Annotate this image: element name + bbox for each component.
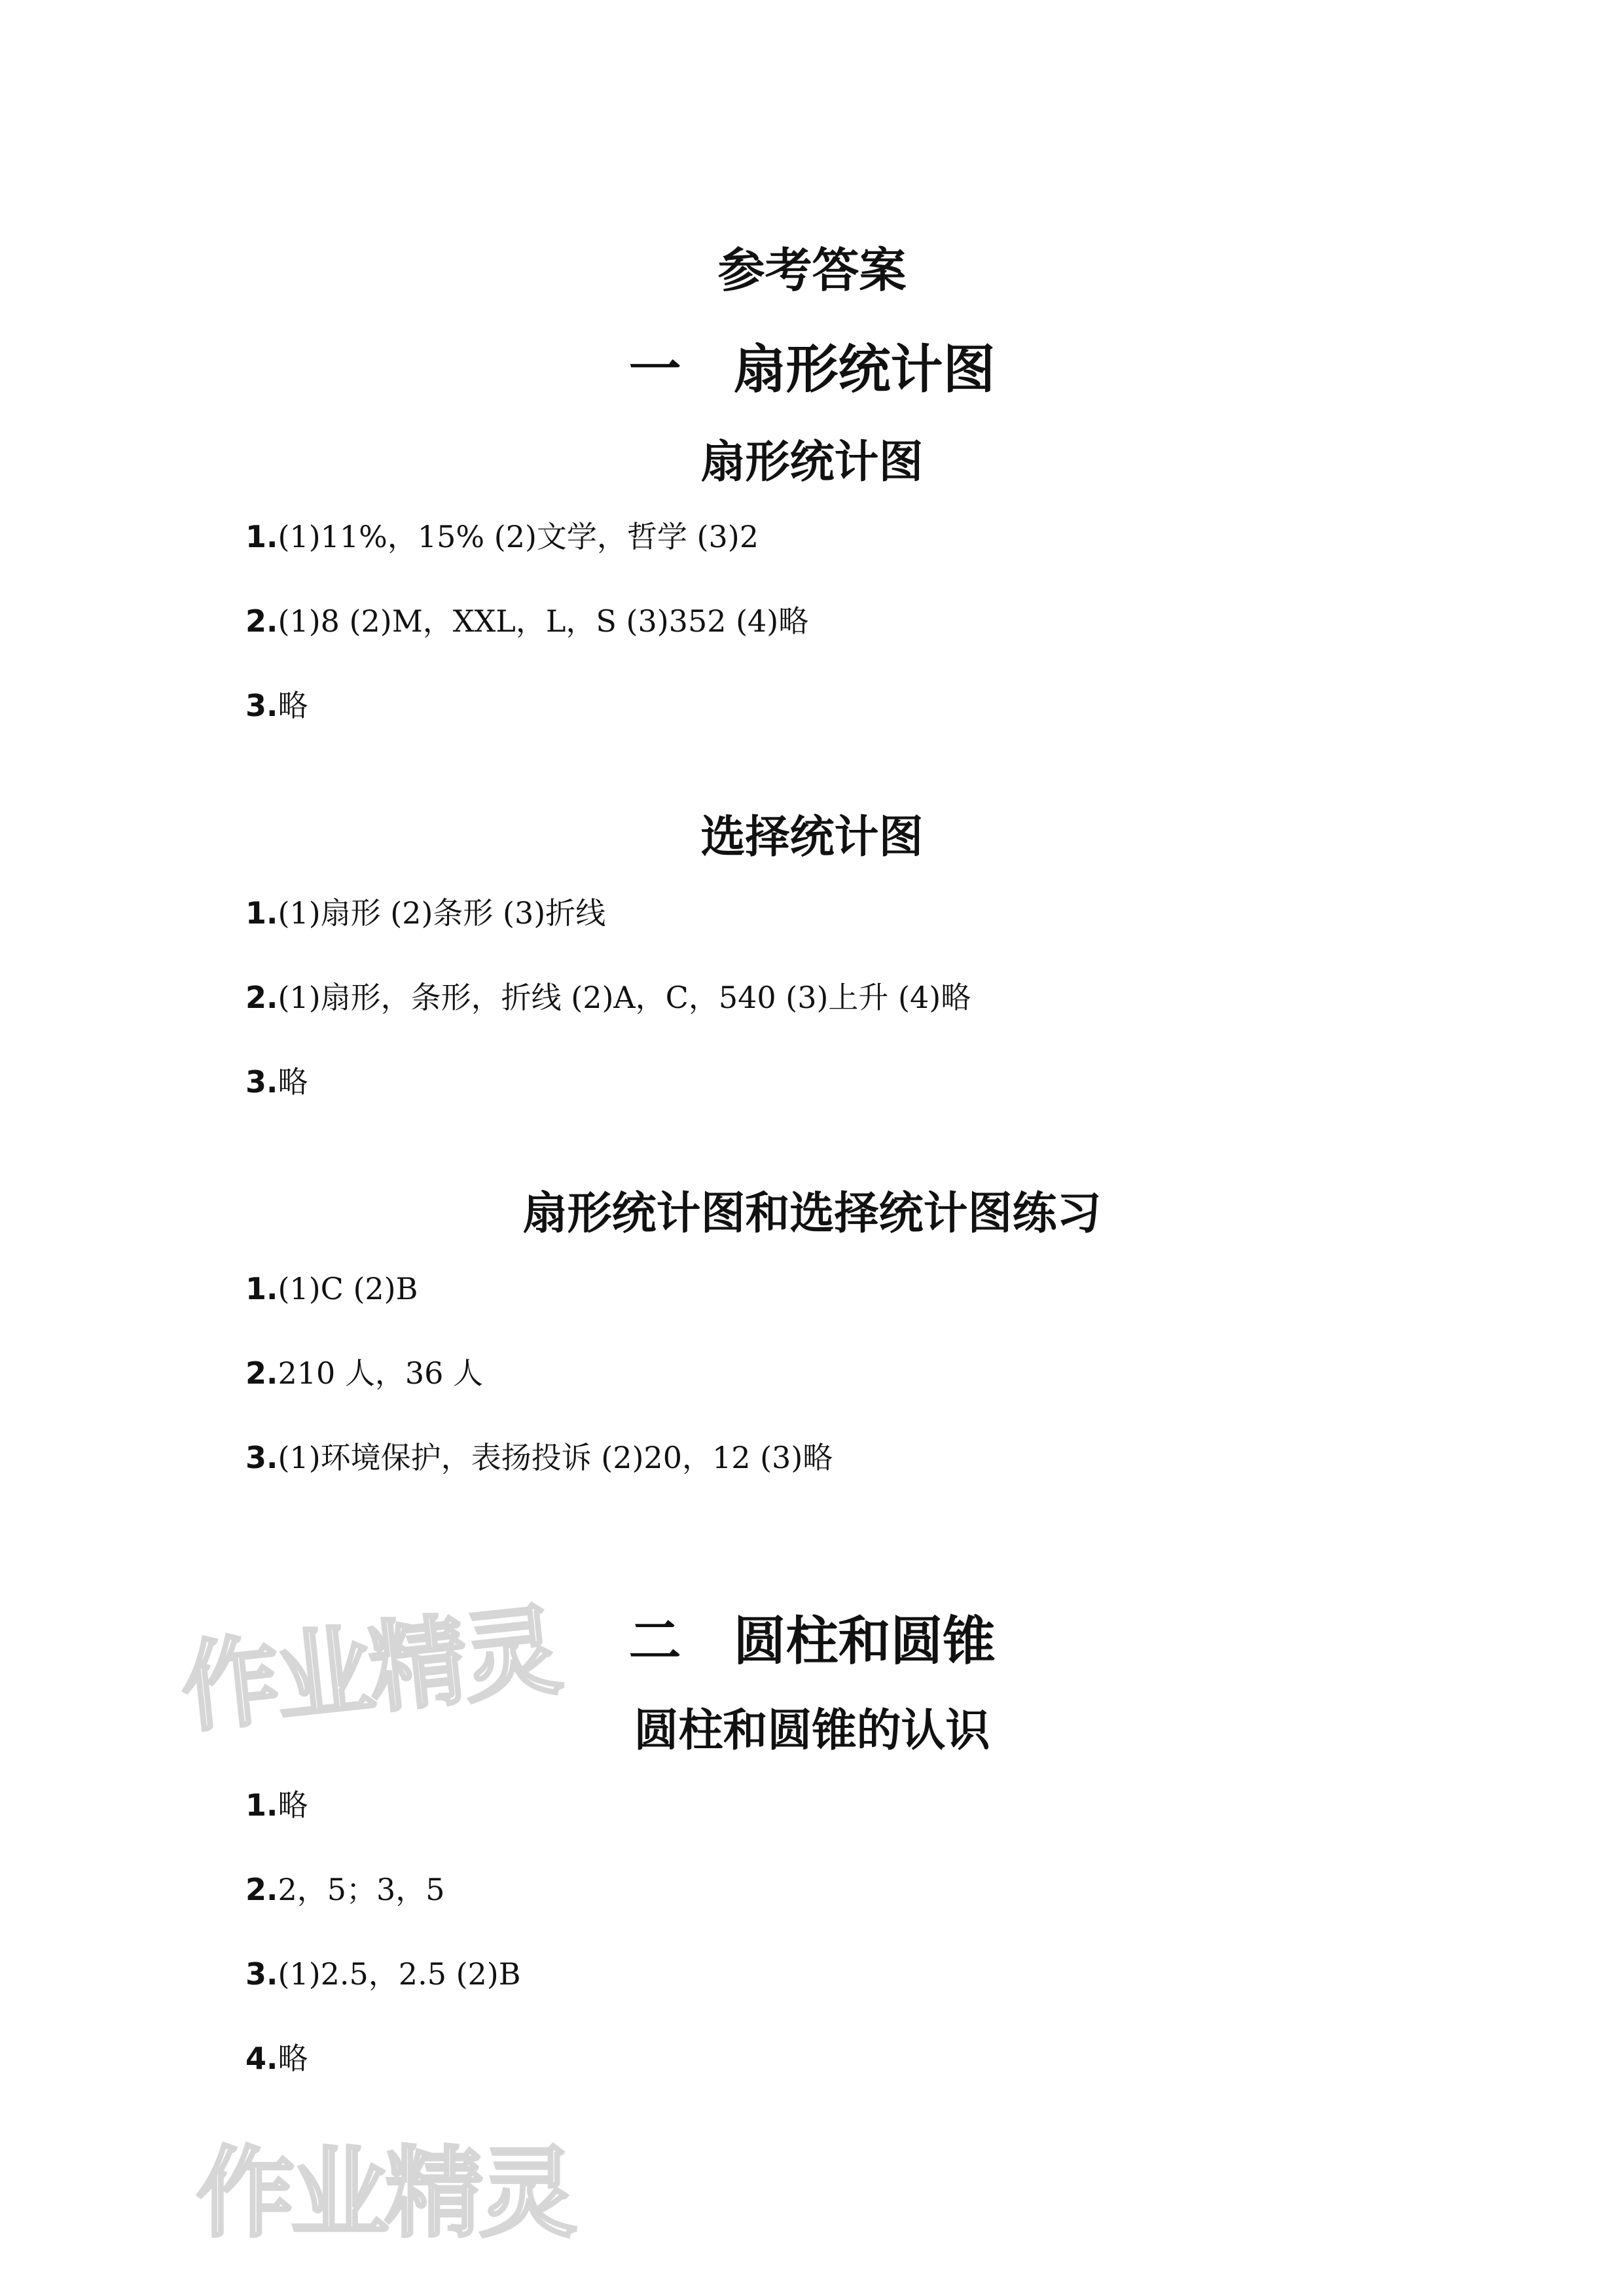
chapter-2-title: 圆柱和圆锥 [733,1611,996,1672]
section-title: 扇形统计图和选择统计图练习 [522,1188,1102,1240]
watermark-logo: 作业精灵 [175,1594,563,1747]
answer-line [245,982,971,1013]
answer-line [245,603,809,639]
answer-number: 2. [245,1355,278,1391]
answer-text: 略 [278,1787,308,1823]
answer-text: (1)11%，15% (2)文学，哲学 (3)2 [278,519,759,554]
answer-number: 2. [245,603,278,639]
answer-text: 210 人，36 人 [278,1355,484,1391]
answer-text: (1)2.5，2.5 (2)B [278,1956,521,1992]
section-title: 圆柱和圆锥的认识 [634,1705,990,1757]
page-title: 参考答案 [717,243,907,298]
answer-number: 1. [245,1271,278,1306]
answer-text: 略 [278,1064,308,1100]
answer-text: (1)扇形 (2)条形 (3)折线 [278,895,606,931]
answer-line [245,1440,833,1475]
answer-line [245,1874,445,1905]
answer-line [245,519,759,554]
answer-number: 3. [245,1956,278,1992]
answer-number: 2. [245,1872,278,1907]
answer-text: 略 [278,688,308,723]
answer-number: 4. [245,2041,278,2076]
section-title: 选择统计图 [700,812,924,863]
answer-text: (1)扇形，条形，折线 (2)A，C，540 (3)上升 (4)略 [278,980,971,1015]
answer-text: (1)C (2)B [278,1271,418,1306]
chapter-1-heading [0,327,1624,403]
answer-text: 略 [278,2041,308,2076]
answer-number: 1. [245,1787,278,1823]
answer-line [245,2041,308,2076]
answer-line [245,895,606,931]
chapter-1-number: 一 [628,339,681,400]
answer-line [245,688,308,723]
chapter-2-number: 二 [628,1611,681,1672]
answer-line [245,1271,418,1306]
section-title: 扇形统计图 [700,437,924,488]
answer-line [245,1355,484,1391]
answer-number: 3. [245,1440,278,1475]
answer-number: 1. [245,519,278,554]
answer-line [245,1956,521,1992]
answer-number: 3. [245,1064,278,1100]
chapter-1-title: 扇形统计图 [733,339,996,400]
answer-number: 2. [245,980,278,1015]
answer-line [245,1787,308,1823]
answer-text: (1)8 (2)M，XXL，L，S (3)352 (4)略 [278,603,809,639]
answer-text: (1)环境保护，表扬投诉 (2)20，12 (3)略 [278,1440,833,1475]
answer-text: 2，5；3，5 [278,1872,445,1907]
watermark-logo: 作业精灵 [196,2137,574,2251]
answer-number: 1. [245,895,278,931]
answer-line [245,1064,308,1100]
answer-number: 3. [245,688,278,723]
